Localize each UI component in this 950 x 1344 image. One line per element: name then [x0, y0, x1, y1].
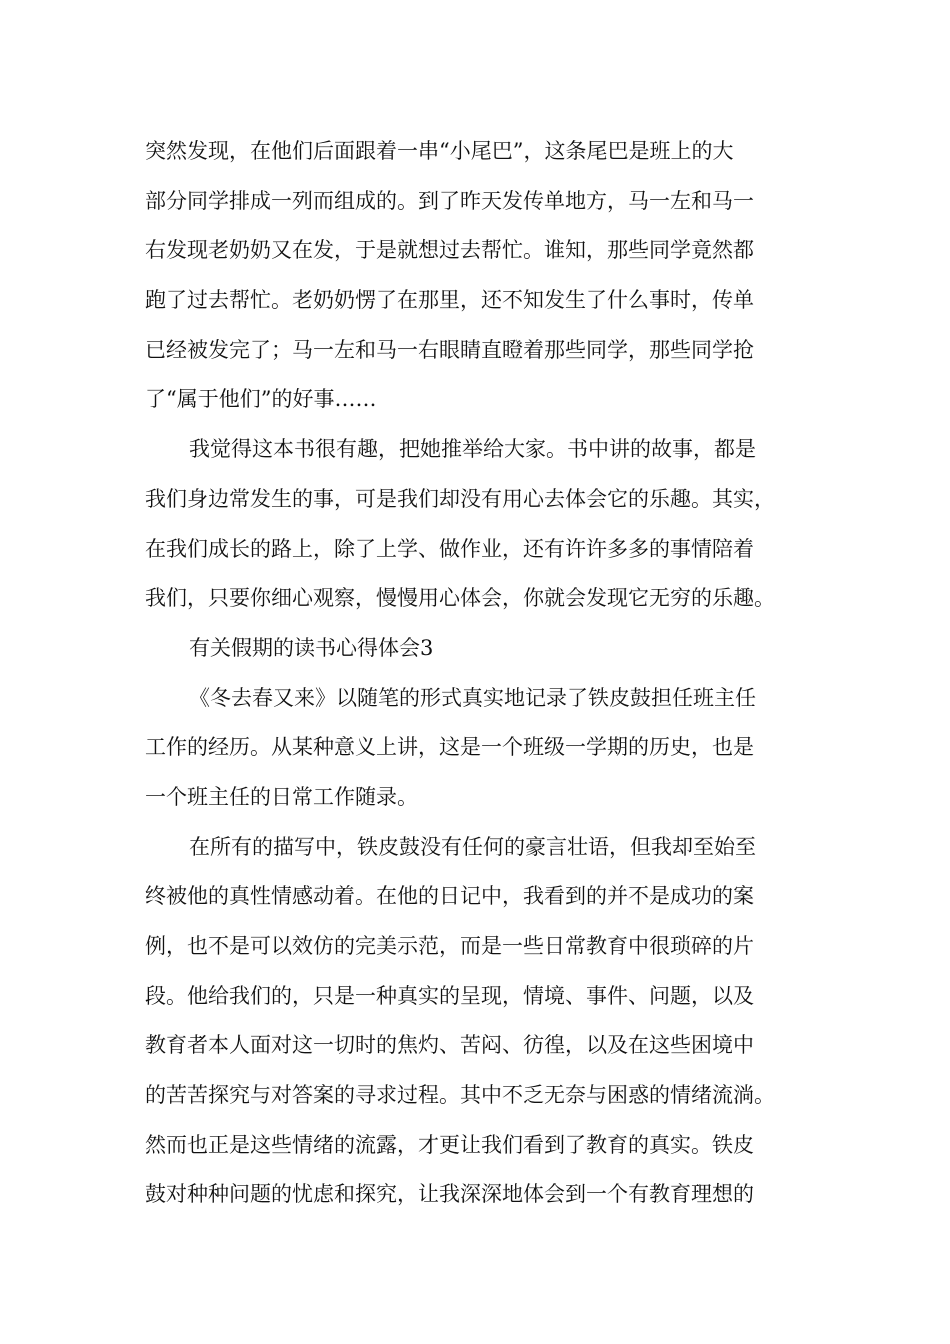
text-line: 跑了过去帮忙。老奶奶愣了在那里，还不知发生了什么事时，传单 — [145, 288, 754, 313]
text-line: 例，也不是可以效仿的完美示范，而是一些日常教育中很琐碎的片 — [145, 934, 754, 958]
text-line: 教育者本人面对这一切时的焦灼、苦闷、彷徨，以及在这些困境中 — [145, 1033, 754, 1058]
text-line: 突然发现，在他们后面跟着一串“小尾巴”，这条尾巴是班上的大 — [145, 139, 734, 163]
text-line: 一个班主任的日常工作随录。 — [145, 784, 418, 809]
text-line: 我们身边常发生的事，可是我们却没有用心去体会它的乐趣。其实， — [145, 486, 775, 511]
section-heading: 有关假期的读书心得体会3 — [189, 635, 434, 660]
text-line: 然而也正是这些情绪的流露，才更让我们看到了教育的真实。铁皮 — [145, 1132, 754, 1157]
paragraph-start-line: 在所有的描写中，铁皮鼓没有任何的豪言壮语，但我却至始至 — [189, 834, 756, 859]
document-body — [145, 127, 845, 1220]
paragraph-start-line: 我觉得这本书很有趣，把她推举给大家。书中讲的故事，都是 — [189, 437, 756, 462]
text-line: 已经被发完了；马一左和马一右眼睛直瞪着那些同学，那些同学抢 — [145, 337, 754, 362]
text-line: 段。他给我们的，只是一种真实的呈现，情境、事件、问题，以及 — [145, 983, 754, 1008]
paragraph-start-line: 《冬去春又来》以随笔的形式真实地记录了铁皮鼓担任班主任 — [189, 685, 756, 710]
text-line: 了“属于他们”的好事…… — [145, 387, 377, 412]
text-line: 终被他的真性情感动着。在他的日记中，我看到的并不是成功的案 — [145, 884, 754, 909]
text-line: 我们，只要你细心观察，慢慢用心体会，你就会发现它无穷的乐趣。 — [145, 586, 775, 611]
text-line: 部分同学排成一列而组成的。到了昨天发传单地方，马一左和马一 — [145, 188, 754, 213]
text-line: 在我们成长的路上，除了上学、做作业，还有许许多多的事情陪着 — [145, 536, 754, 561]
text-line: 鼓对种种问题的忧虑和探究，让我深深地体会到一个有教育理想的 — [145, 1182, 754, 1207]
text-line: 的苦苦探究与对答案的寻求过程。其中不乏无奈与困惑的情绪流淌。 — [145, 1083, 775, 1108]
text-line: 工作的经历。从某种意义上讲，这是一个班级一学期的历史，也是 — [145, 735, 754, 760]
text-line: 右发现老奶奶又在发，于是就想过去帮忙。谁知，那些同学竟然都 — [145, 238, 754, 263]
